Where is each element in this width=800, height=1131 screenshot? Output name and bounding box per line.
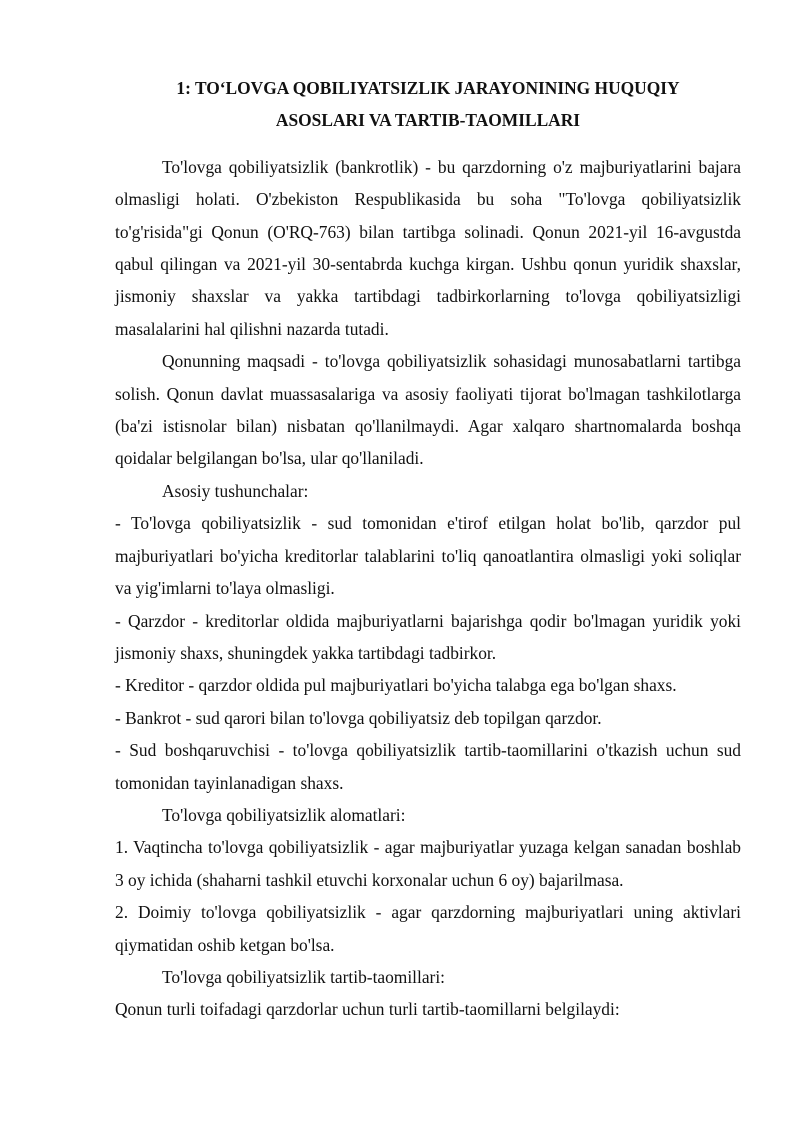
- paragraph-purpose: Qonunning maqsadi - to'lovga qobiliyatsizlik sohasidagi munosabatlarni tartibga solish. Qonun davlat muassasalariga va asosiy faoliyati tijorat bo'lmagan tashkilotlarga (ba'zi istisnolar bilan) nisbatan qo'llanilmaydi. Agar xalqaro shartnomalarda boshqa qoidalar belgilangan bo'lsa, ular qo'llaniladi.: [115, 351, 741, 469]
- title-line-2: ASOSLARI VA TARTIB-TAOMILLARI: [275, 110, 581, 131]
- signs-heading: To'lovga qobiliyatsizlik alomatlari:: [162, 804, 406, 825]
- sign-item: 1. Vaqtincha to'lovga qobiliyatsizlik - agar majburiyatlar yuzaga kelgan sanadan boshlab 3 oy ichida (shaharni tashkil etuvchi korxonalar uchun 6 oy) bajarilmasa.: [115, 837, 741, 890]
- concept-item: - Qarzdor - kreditorlar oldida majburiyatlarni bajarishga qodir bo'lmagan yuridik yoki jismoniy shaxs, shuningdek yakka tartibdagi tadbirkor.: [115, 610, 741, 663]
- procedures-intro: Qonun turli toifadagi qarzdorlar uchun turli tartib-taomillarni belgilaydi:: [115, 999, 620, 1020]
- document-title: [115, 72, 741, 137]
- concept-item: - Kreditor - qarzdor oldida pul majburiyatlari bo'yicha talabga ega bo'lgan shaxs.: [115, 675, 677, 696]
- sign-item: 2. Doimiy to'lovga qobiliyatsizlik - agar qarzdorning majburiyatlari uning aktivlari qiymatidan oshib ketgan bo'lsa.: [115, 902, 741, 955]
- concepts-heading: Asosiy tushunchalar:: [162, 480, 309, 501]
- concept-item: - To'lovga qobiliyatsizlik - sud tomonidan e'tirof etilgan holat bo'lib, qarzdor pul majburiyatlari bo'yicha kreditorlar talablarini to'liq qanoatlantira olmasligi yoki soliqlar va yig'imlarni to'laya olmasligi.: [115, 513, 741, 599]
- document-page: [115, 72, 741, 1026]
- paragraph-intro: To'lovga qobiliyatsizlik (bankrotlik) - bu qarzdorning o'z majburiyatlarini bajara olmasligi holati. O'zbekiston Respublikasida bu soha "To'lovga qobiliyatsizlik to'g'risida"gi Qonun (O'RQ-763) bilan tartibga solinadi. Qonun 2021-yil 16-avgustda qabul qilingan va 2021-yil 30-sentabrda kuchga kirgan. Ushbu qonun yuridik shaxslar, jismoniy shaxslar va yakka tartibdagi tadbirkorlarning to'lovga qobiliyatsizligi masalalarini hal qilishni nazarda tutadi.: [115, 156, 741, 339]
- concept-item: - Sud boshqaruvchisi - to'lovga qobiliyatsizlik tartib-taomillarini o'tkazish uchun sud tomonidan tayinlanadigan shaxs.: [115, 740, 741, 793]
- title-line-1: 1: TO‘LOVGA QOBILIYATSIZLIK JARAYONINING HUQUQIY: [176, 78, 680, 98]
- concept-item: - Bankrot - sud qarori bilan to'lovga qobiliyatsiz deb topilgan qarzdor.: [115, 707, 602, 728]
- procedures-heading: To'lovga qobiliyatsizlik tartib-taomillari:: [162, 966, 446, 987]
